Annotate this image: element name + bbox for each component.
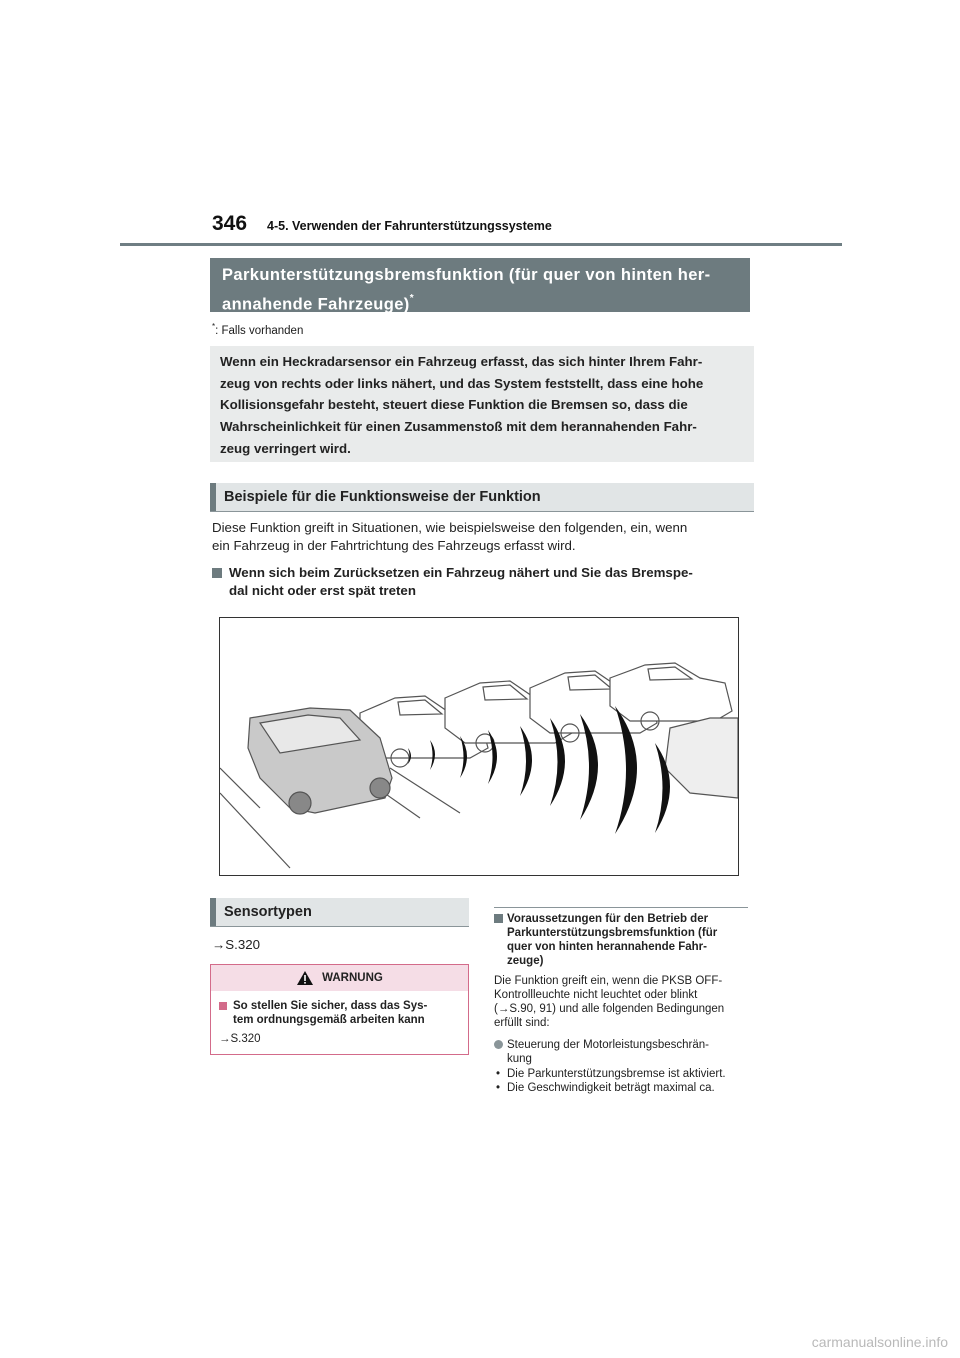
requirements-section	[494, 907, 748, 1095]
title-banner	[210, 258, 750, 312]
sensor-heading	[210, 898, 469, 926]
requirements-heading-line: Parkunterstützungsbremsfunktion (für	[507, 927, 718, 939]
footnote	[212, 322, 303, 337]
warning-box	[210, 964, 469, 1055]
requirements-dot-item	[494, 1038, 748, 1066]
example-bullet-line: dal nicht oder erst spät treten	[229, 583, 416, 598]
title-line-2	[222, 288, 738, 318]
requirements-rule	[494, 907, 748, 908]
intro-line: Wenn ein Heckradarsensor ein Fahrzeug erfasst, das sich hinter Ihrem Fahr-	[220, 354, 703, 369]
examples-heading-text: Beispiele für die Funktionsweise der Funktion	[224, 489, 541, 505]
warning-title-bar	[211, 965, 468, 991]
requirements-heading-line: quer von hinten herannahende Fahr-	[507, 941, 707, 953]
list-item: • Die Geschwindigkeit beträgt maximal ca.	[494, 1081, 748, 1095]
examples-body-line: ein Fahrzeug in der Fahrtrichtung des Fahrzeugs erfasst wird.	[212, 538, 576, 553]
watermark: carmanualsonline.info	[811, 1334, 948, 1350]
circle-bullet-icon	[494, 1040, 503, 1049]
intro-box	[210, 346, 754, 462]
intro-line: Wahrscheinlichkeit für einen Zusammenstoß mit dem herannahenden Fahr-	[220, 419, 697, 435]
warning-ref: →S.320	[219, 1033, 261, 1045]
requirements-text-line: Kontrollleuchte nicht leuchtet oder blinkt	[494, 989, 698, 1001]
approaching-car	[665, 718, 738, 798]
warning-item-line: So stellen Sie sicher, dass das Sys-	[233, 1000, 428, 1012]
warning-triangle-icon	[296, 970, 314, 986]
intro-line: zeug von rechts oder links nähert, und das System feststellt, dass eine hohe	[220, 375, 704, 391]
requirements-list	[494, 1067, 748, 1095]
header-rule	[120, 243, 842, 246]
requirements-text-line: Die Funktion greift ein, wenn die PKSB OFF-	[494, 975, 723, 987]
parking-illustration	[219, 617, 739, 876]
intro-line: Kollisionsgefahr besteht, steuert diese Funktion die Bremsen so, dass die	[220, 397, 688, 413]
requirements-dot-line: Steuerung der Motorleistungsbeschrän-	[507, 1039, 710, 1051]
parking-scene-drawing	[220, 618, 738, 875]
page-number: 346	[212, 212, 248, 235]
requirements-text-line: (→S.90, 91) und alle folgenden Bedingungen	[494, 1003, 725, 1015]
requirements-heading	[494, 912, 748, 968]
footnote-text: : Falls vorhanden	[215, 324, 304, 337]
example-bullet-line: Wenn sich beim Zurücksetzen ein Fahrzeug nähert und Sie das Bremspe-	[229, 565, 693, 580]
section-label: 4-5. Verwenden der Fahrunterstützungssysteme	[267, 219, 552, 233]
footnote-star: *	[212, 322, 216, 331]
requirements-text	[494, 974, 748, 1030]
sensor-heading-rule	[210, 926, 469, 927]
example-bullet	[212, 564, 752, 600]
examples-heading	[210, 483, 754, 511]
title-star: *	[409, 293, 414, 304]
intro-line: zeug verringert wird.	[220, 440, 351, 456]
examples-body-line: Diese Funktion greift in Situationen, wie beispielsweise den folgenden, ein, wenn	[212, 520, 688, 535]
warning-item-line: tem ordnungsgemäß arbeiten kann	[233, 1014, 425, 1026]
warning-item	[219, 999, 460, 1027]
warning-title: WARNUNG	[322, 972, 383, 984]
examples-heading-rule	[210, 511, 754, 512]
sensor-heading-text: Sensortypen	[224, 904, 312, 920]
sensor-ref: →S.320	[212, 937, 261, 952]
requirements-heading-line: Voraussetzungen für den Betrieb der	[507, 913, 709, 925]
square-bullet-icon	[219, 1002, 227, 1010]
requirements-dot-line: kung	[507, 1053, 532, 1065]
examples-body	[212, 519, 752, 555]
title-line-1: Parkunterstützungsbremsfunktion (für quer von hinten her-	[222, 266, 711, 284]
square-bullet-icon	[494, 914, 503, 923]
list-item: • Die Parkunterstützungsbremse ist aktiviert.	[494, 1067, 748, 1081]
square-bullet-icon	[212, 568, 222, 578]
requirements-heading-line: zeuge)	[507, 955, 544, 967]
title-line-2-text: annahende Fahrzeuge)	[222, 295, 410, 314]
requirements-text-line: erfüllt sind:	[494, 1017, 550, 1029]
